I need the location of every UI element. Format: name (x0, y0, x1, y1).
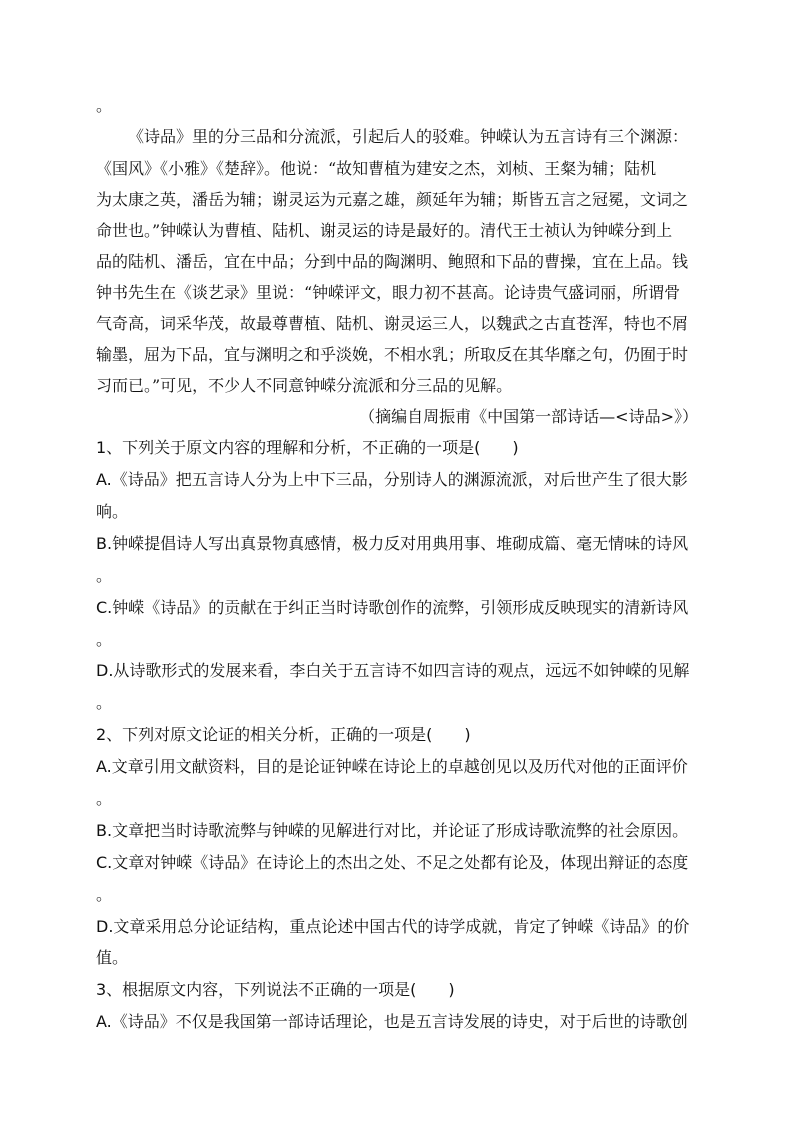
passage-line: 习而已。”可见，不少人不同意钟嵘分流派和分三品的见解。 (96, 376, 513, 395)
option-line: D.文章采用总分论证结构，重点论述中国古代的诗学成就，肯定了钟嵘《诗品》的价 (96, 917, 690, 936)
question-stem: 2、下列对原文论证的相关分析，正确的一项是( ) (96, 725, 471, 744)
passage-line: 气奇高，词采华茂，故最尊曹植、陆机、谢灵运三人，以魏武之古直苍浑，特也不屑 (96, 314, 689, 333)
option-line: A.《诗品》把五言诗人分为上中下三品，分别诗人的渊源流派，对后世产生了很大影 (96, 470, 688, 489)
option-line: A.文章引用文献资料，目的是论证钟嵘在诗论上的卓越创见以及历代对他的正面评价 (96, 757, 688, 776)
passage-line: 钟书先生在《谈艺录》里说：“钟嵘评文，眼力初不甚高。论诗贵气盛词丽，所谓骨 (96, 283, 681, 302)
passage-line: 输墨，屈为下品，宜与渊明之和乎淡娩，不相水乳；所取反在其华靡之句，仍囿于时 (96, 345, 689, 364)
option-line: 。 (96, 693, 113, 712)
passage-line: 《诗品》里的分三品和分流派，引起后人的驳难。钟嵘认为五言诗有三个渊源： (128, 127, 689, 146)
passage-line: 《国风》《小雅》《楚辞》。他说：“故知曹植为建安之杰，刘桢、王粲为辅；陆机 (96, 159, 657, 178)
question-stem: 3、根据原文内容，下列说法不正确的一项是( ) (96, 980, 455, 999)
option-line: C.钟嵘《诗品》的贡献在于纠正当时诗歌创作的流弊，引领形成反映现实的清新诗风 (96, 598, 689, 617)
option-line: D.从诗歌形式的发展来看，李白关于五言诗不如四言诗的观点，远远不如钟嵘的见解 (96, 661, 690, 680)
question-stem: 1、下列关于原文内容的理解和分析，不正确的一项是( ) (96, 438, 519, 457)
option-line: A.《诗品》不仅是我国第一部诗话理论，也是五言诗发展的诗史，对于后世的诗歌创 (96, 1012, 688, 1031)
passage-source: （摘编自周振甫《中国第一部诗话—<诗品>》） (359, 407, 698, 426)
option-line: C.文章对钟嵘《诗品》在诗论上的杰出之处、不足之处都有论及，体现出辩证的态度 (96, 853, 689, 872)
option-line: 。 (96, 630, 113, 649)
passage-line: 命世也。”钟嵘认为曹植、陆机、谢灵运的诗是最好的。清代王士祯认为钟嵘分到上 (96, 221, 673, 240)
option-line: 响。 (96, 502, 129, 521)
option-line: 值。 (96, 948, 129, 967)
passage-line: 品的陆机、潘岳，宜在中品；分到中品的陶渊明、鲍照和下品的曹操，宜在上品。钱 (96, 252, 689, 271)
option-line: 。 (96, 789, 113, 808)
option-line: 。 (96, 566, 113, 585)
option-line: 。 (96, 885, 113, 904)
option-line: B.文章把当时诗歌流弊与钟嵘的见解进行对比，并论证了形成诗歌流弊的社会原因。 (96, 821, 689, 840)
passage-line: 。 (96, 96, 113, 115)
option-line: B.钟嵘提倡诗人写出真景物真感情，极力反对用典用事、堆砌成篇、毫无情味的诗风 (96, 534, 689, 553)
passage-line: 为太康之英，潘岳为辅；谢灵运为元嘉之雄，颜延年为辅；斯皆五言之冠冕，文词之 (96, 190, 689, 209)
